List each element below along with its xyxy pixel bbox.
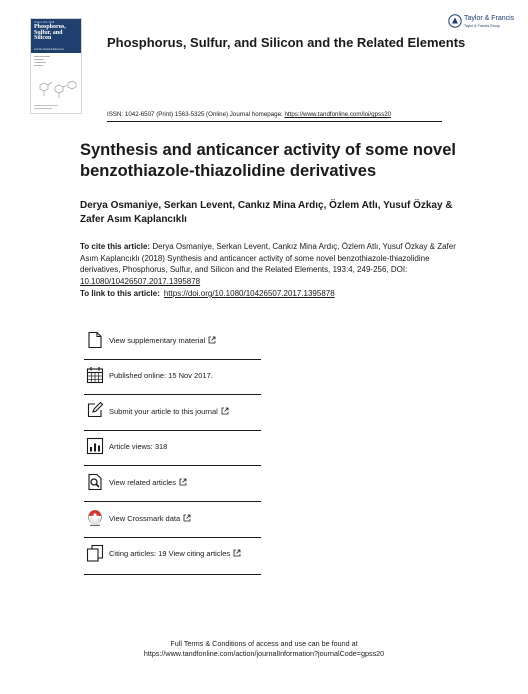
- journal-cover: [30, 18, 82, 114]
- item-divider: [84, 359, 261, 360]
- link-label: To link to this article:: [80, 289, 160, 298]
- article-title: Synthesis and anticancer activity of some novel benzothiazole-thiazolidine derivatives: [80, 141, 456, 180]
- edit-icon: [86, 401, 104, 419]
- citation-label: To cite this article:: [80, 242, 151, 251]
- article-doi-url[interactable]: https://doi.org/10.1080/10426507.2017.1395878: [163, 289, 335, 298]
- magnifier-icon: [86, 473, 104, 491]
- view-supplementary-link[interactable]: View supplementary material: [109, 336, 216, 345]
- footer: [0, 639, 528, 659]
- journal-title: Phosphorus, Sulfur, and Silicon and the Related Elements: [107, 35, 466, 50]
- article-authors: Derya Osmaniye, Serkan Levent, Cankız Mina Ardıç, Özlem Atlı, Yusuf Özkay & Zafer Asım Kaplancıklı: [80, 200, 453, 225]
- external-link-icon: [183, 514, 191, 522]
- cover-subtitle: and the Related Elements: [34, 48, 64, 51]
- cover-molecule-art: [35, 77, 79, 101]
- item-divider: [84, 394, 261, 395]
- citation-block: [80, 241, 460, 287]
- calendar-icon: [86, 366, 104, 384]
- article-views-text: Article views: 318: [109, 442, 168, 451]
- crossmark-icon: [86, 509, 104, 527]
- external-link-icon: [221, 407, 229, 415]
- item-divider: [84, 537, 261, 538]
- issn-line: [107, 111, 391, 118]
- published-online-text: Published online: 15 Nov 2017.: [109, 371, 213, 380]
- cover-contents-lines: [34, 56, 50, 68]
- article-link-line: [80, 289, 335, 298]
- citing-icon: [86, 544, 104, 562]
- supplementary-icon: [86, 331, 104, 349]
- publisher-logo-tagline: Taylor & Francis Group: [464, 24, 500, 28]
- citation-text: Derya Osmaniye, Serkan Levent, Cankız Mina Ardıç, Özlem Atlı, Yusuf Özkay & Zafer Asım Kaplancıklı (2018) Synthesis and anticancer activity of some novel benzothiazole-thiazolidine derivatives, Phosphorus, Sulfur, and Silicon and the Related Elements, 193:4, 249-256, DOI:: [80, 242, 456, 274]
- header-divider: [107, 121, 442, 122]
- item-divider: [84, 574, 261, 575]
- crossmark-link[interactable]: View Crossmark data: [109, 514, 191, 523]
- external-link-icon: [179, 478, 187, 486]
- external-link-icon: [208, 336, 216, 344]
- item-divider: [84, 465, 261, 466]
- publisher-logo-icon: [448, 14, 462, 28]
- cover-volume: Volume 193, 2018: [34, 21, 55, 24]
- submit-article-link[interactable]: Submit your article to this journal: [109, 407, 229, 416]
- external-link-icon: [233, 549, 241, 557]
- issn-text: ISSN: 1042-6507 (Print) 1563-5325 (Online) Journal homepage:: [107, 111, 285, 118]
- footer-terms-text: Full Terms & Conditions of access and use can be found at: [170, 639, 358, 648]
- related-articles-link[interactable]: View related articles: [109, 478, 187, 487]
- bar-chart-icon: [86, 437, 104, 455]
- item-divider: [84, 430, 261, 431]
- journal-homepage-link[interactable]: https://www.tandfonline.com/loi/gpss20: [284, 111, 392, 118]
- publisher-logo[interactable]: [448, 13, 515, 37]
- citing-articles-link[interactable]: Citing articles: 19 View citing articles: [109, 549, 241, 558]
- item-divider: [84, 501, 261, 502]
- cover-title: Phosphorus, Sulfur, and Silicon: [34, 24, 66, 42]
- publisher-logo-name: Taylor & Francis: [464, 15, 515, 22]
- cover-publisher-lines: [34, 105, 58, 111]
- footer-terms-link[interactable]: https://www.tandfonline.com/action/journalInformation?journalCode=gpss20: [143, 649, 385, 658]
- citation-doi-link[interactable]: 10.1080/10426507.2017.1395878: [80, 276, 201, 286]
